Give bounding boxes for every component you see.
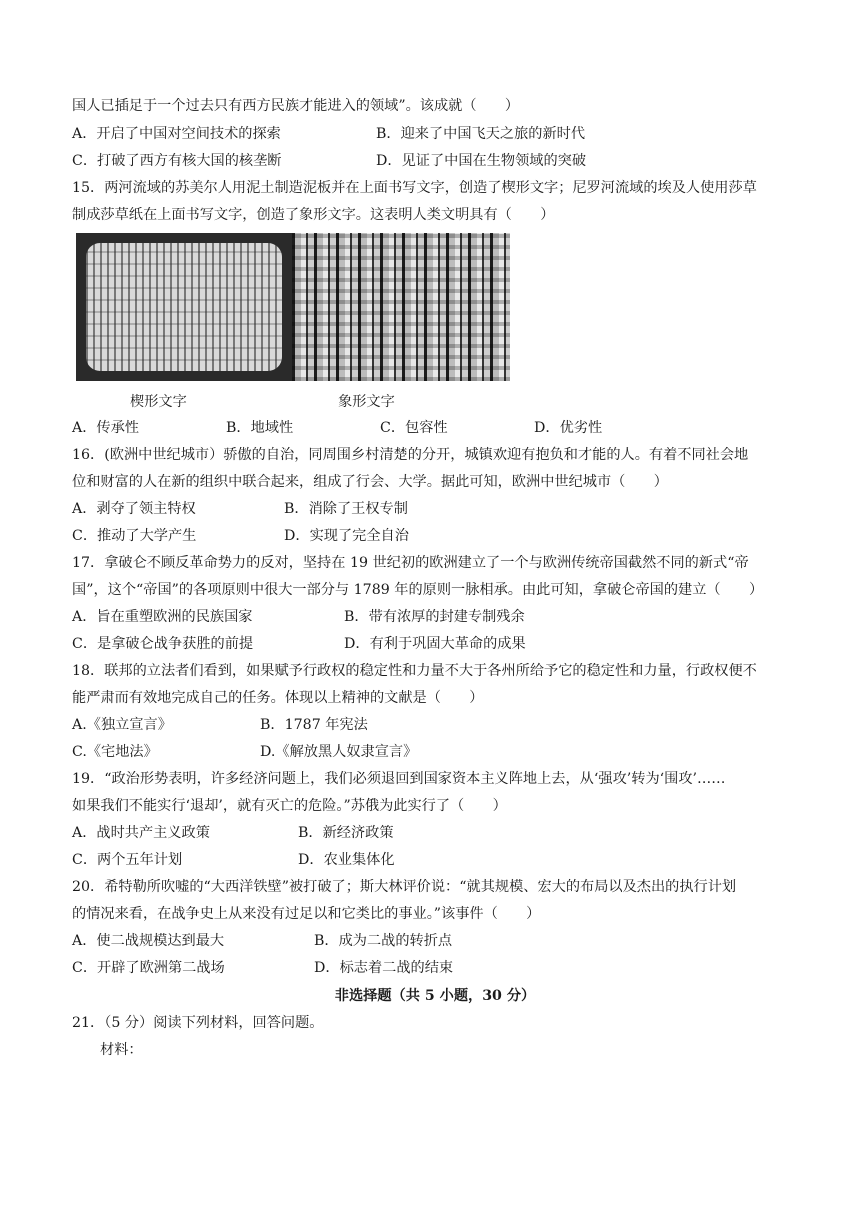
q14-option-a: A．开启了中国对空间技术的探索 <box>72 126 281 142</box>
q15-option-c: C．包容性 <box>380 420 448 436</box>
q16-stem-line-2: 位和财富的人在新的组织中联合起来，组成了行会、大学。据此可知，欧洲中世纪城市（ ） <box>72 474 668 490</box>
q18-option-d: D.《解放黑人奴隶宣言》 <box>260 744 418 760</box>
q18-option-a: A.《独立宣言》 <box>72 717 172 733</box>
q16-option-d: D．实现了完全自治 <box>284 528 409 544</box>
q19-stem-line-1: 19．“政治形势表明，许多经济问题上，我们必须退回到国家资本主义阵地上去，从‘强攻’转为‘围攻’…… <box>72 771 726 787</box>
section-title: 非选择题（共 5 小题，30 分） <box>334 988 536 1004</box>
q16-option-b: B．消除了王权专制 <box>284 501 408 517</box>
q18-option-b: B．1787 年宪法 <box>260 717 368 733</box>
q17-option-a: A．旨在重塑欧洲的民族国家 <box>72 609 253 625</box>
q14-option-c: C．打破了西方有核大国的核垄断 <box>72 153 282 169</box>
q20-option-d: D．标志着二战的结束 <box>314 960 454 976</box>
q17-stem-line-1: 17．拿破仑不顾反革命势力的反对，坚持在 19 世纪初的欧洲建立了一个与欧洲传统帝国截然不同的新式“帝 <box>72 555 749 571</box>
q16-option-a: A．剥夺了领主特权 <box>72 501 196 517</box>
q19-option-d: D．农业集体化 <box>298 852 395 868</box>
q18-stem-line-2: 能严肃而有效地完成自己的任务。体现以上精神的文献是（ ） <box>72 690 484 706</box>
q19-option-a: A．战时共产主义政策 <box>72 825 210 841</box>
q16-stem-line-1: 16．(欧洲中世纪城市）骄傲的自治，同周围乡村清楚的分开，城镇欢迎有抱负和才能的人。有着不同社会地 <box>72 447 749 463</box>
q18-stem-line-1: 18．联邦的立法者们看到，如果赋予行政权的稳定性和力量不大于各州所给予它的稳定性和力量，行政权便不 <box>72 663 757 679</box>
q20-option-c: C．开辟了欧洲第二战场 <box>72 960 225 976</box>
q21-material-label: 材料： <box>100 1042 143 1058</box>
q15-stem-line-1: 15．两河流域的苏美尔人用泥土制造泥板并在上面书写文字，创造了楔形文字；尼罗河流域的埃及人使用莎草 <box>72 180 757 196</box>
q15-option-a: A．传承性 <box>72 420 139 436</box>
q15-option-d: D．优劣性 <box>534 420 603 436</box>
q17-option-b: B．带有浓厚的封建专制残余 <box>344 609 525 625</box>
q20-stem-line-1: 20．希特勒所吹嘘的“大西洋铁壁”被打破了；斯大林评价说：“就其规模、宏大的布局以及杰出的执行计划 <box>72 879 737 895</box>
q20-option-a: A．使二战规模达到最大 <box>72 933 225 949</box>
cuneiform-tablet-image <box>76 233 292 381</box>
q15-figure <box>76 233 510 381</box>
q14-stem-tail: 国人已插足于一个过去只有西方民族才能进入的领域”。该成就（ ） <box>72 98 520 114</box>
q20-stem-line-2: 的情况来看，在战争史上从来没有过足以和它类比的事业。”该事件（ ） <box>72 906 541 922</box>
q19-option-b: B．新经济政策 <box>298 825 394 841</box>
q15-option-b: B．地域性 <box>226 420 294 436</box>
q14-option-d: D．见证了中国在生物领域的突破 <box>376 153 587 169</box>
q19-option-c: C．两个五年计划 <box>72 852 183 868</box>
q19-stem-line-2: 如果我们不能实行‘退却’，就有灭亡的危险。”苏俄为此实行了（ ） <box>72 798 507 814</box>
q17-stem-line-2: 国”，这个“帝国”的各项原则中很大一部分与 1789 年的原则一脉相承。由此可知，拿破仑帝国的建立（ ） <box>72 582 764 598</box>
q17-option-d: D．有利于巩固大革命的成果 <box>344 636 526 652</box>
hieroglyph-papyrus-image <box>292 233 510 381</box>
caption-hieroglyph: 象形文字 <box>338 394 395 410</box>
q17-option-c: C．是拿破仑战争获胜的前提 <box>72 636 254 652</box>
q20-option-b: B．成为二战的转折点 <box>314 933 453 949</box>
q14-option-b: B．迎来了中国飞天之旅的新时代 <box>376 126 586 142</box>
q15-stem-line-2: 制成莎草纸在上面书写文字，创造了象形文字。这表明人类文明具有（ ） <box>72 207 555 223</box>
q18-option-c: C.《宅地法》 <box>72 744 158 760</box>
q16-option-c: C．推动了大学产生 <box>72 528 197 544</box>
caption-cuneiform: 楔形文字 <box>130 394 187 410</box>
q21-stem: 21．（5 分）阅读下列材料，回答问题。 <box>72 1015 324 1031</box>
